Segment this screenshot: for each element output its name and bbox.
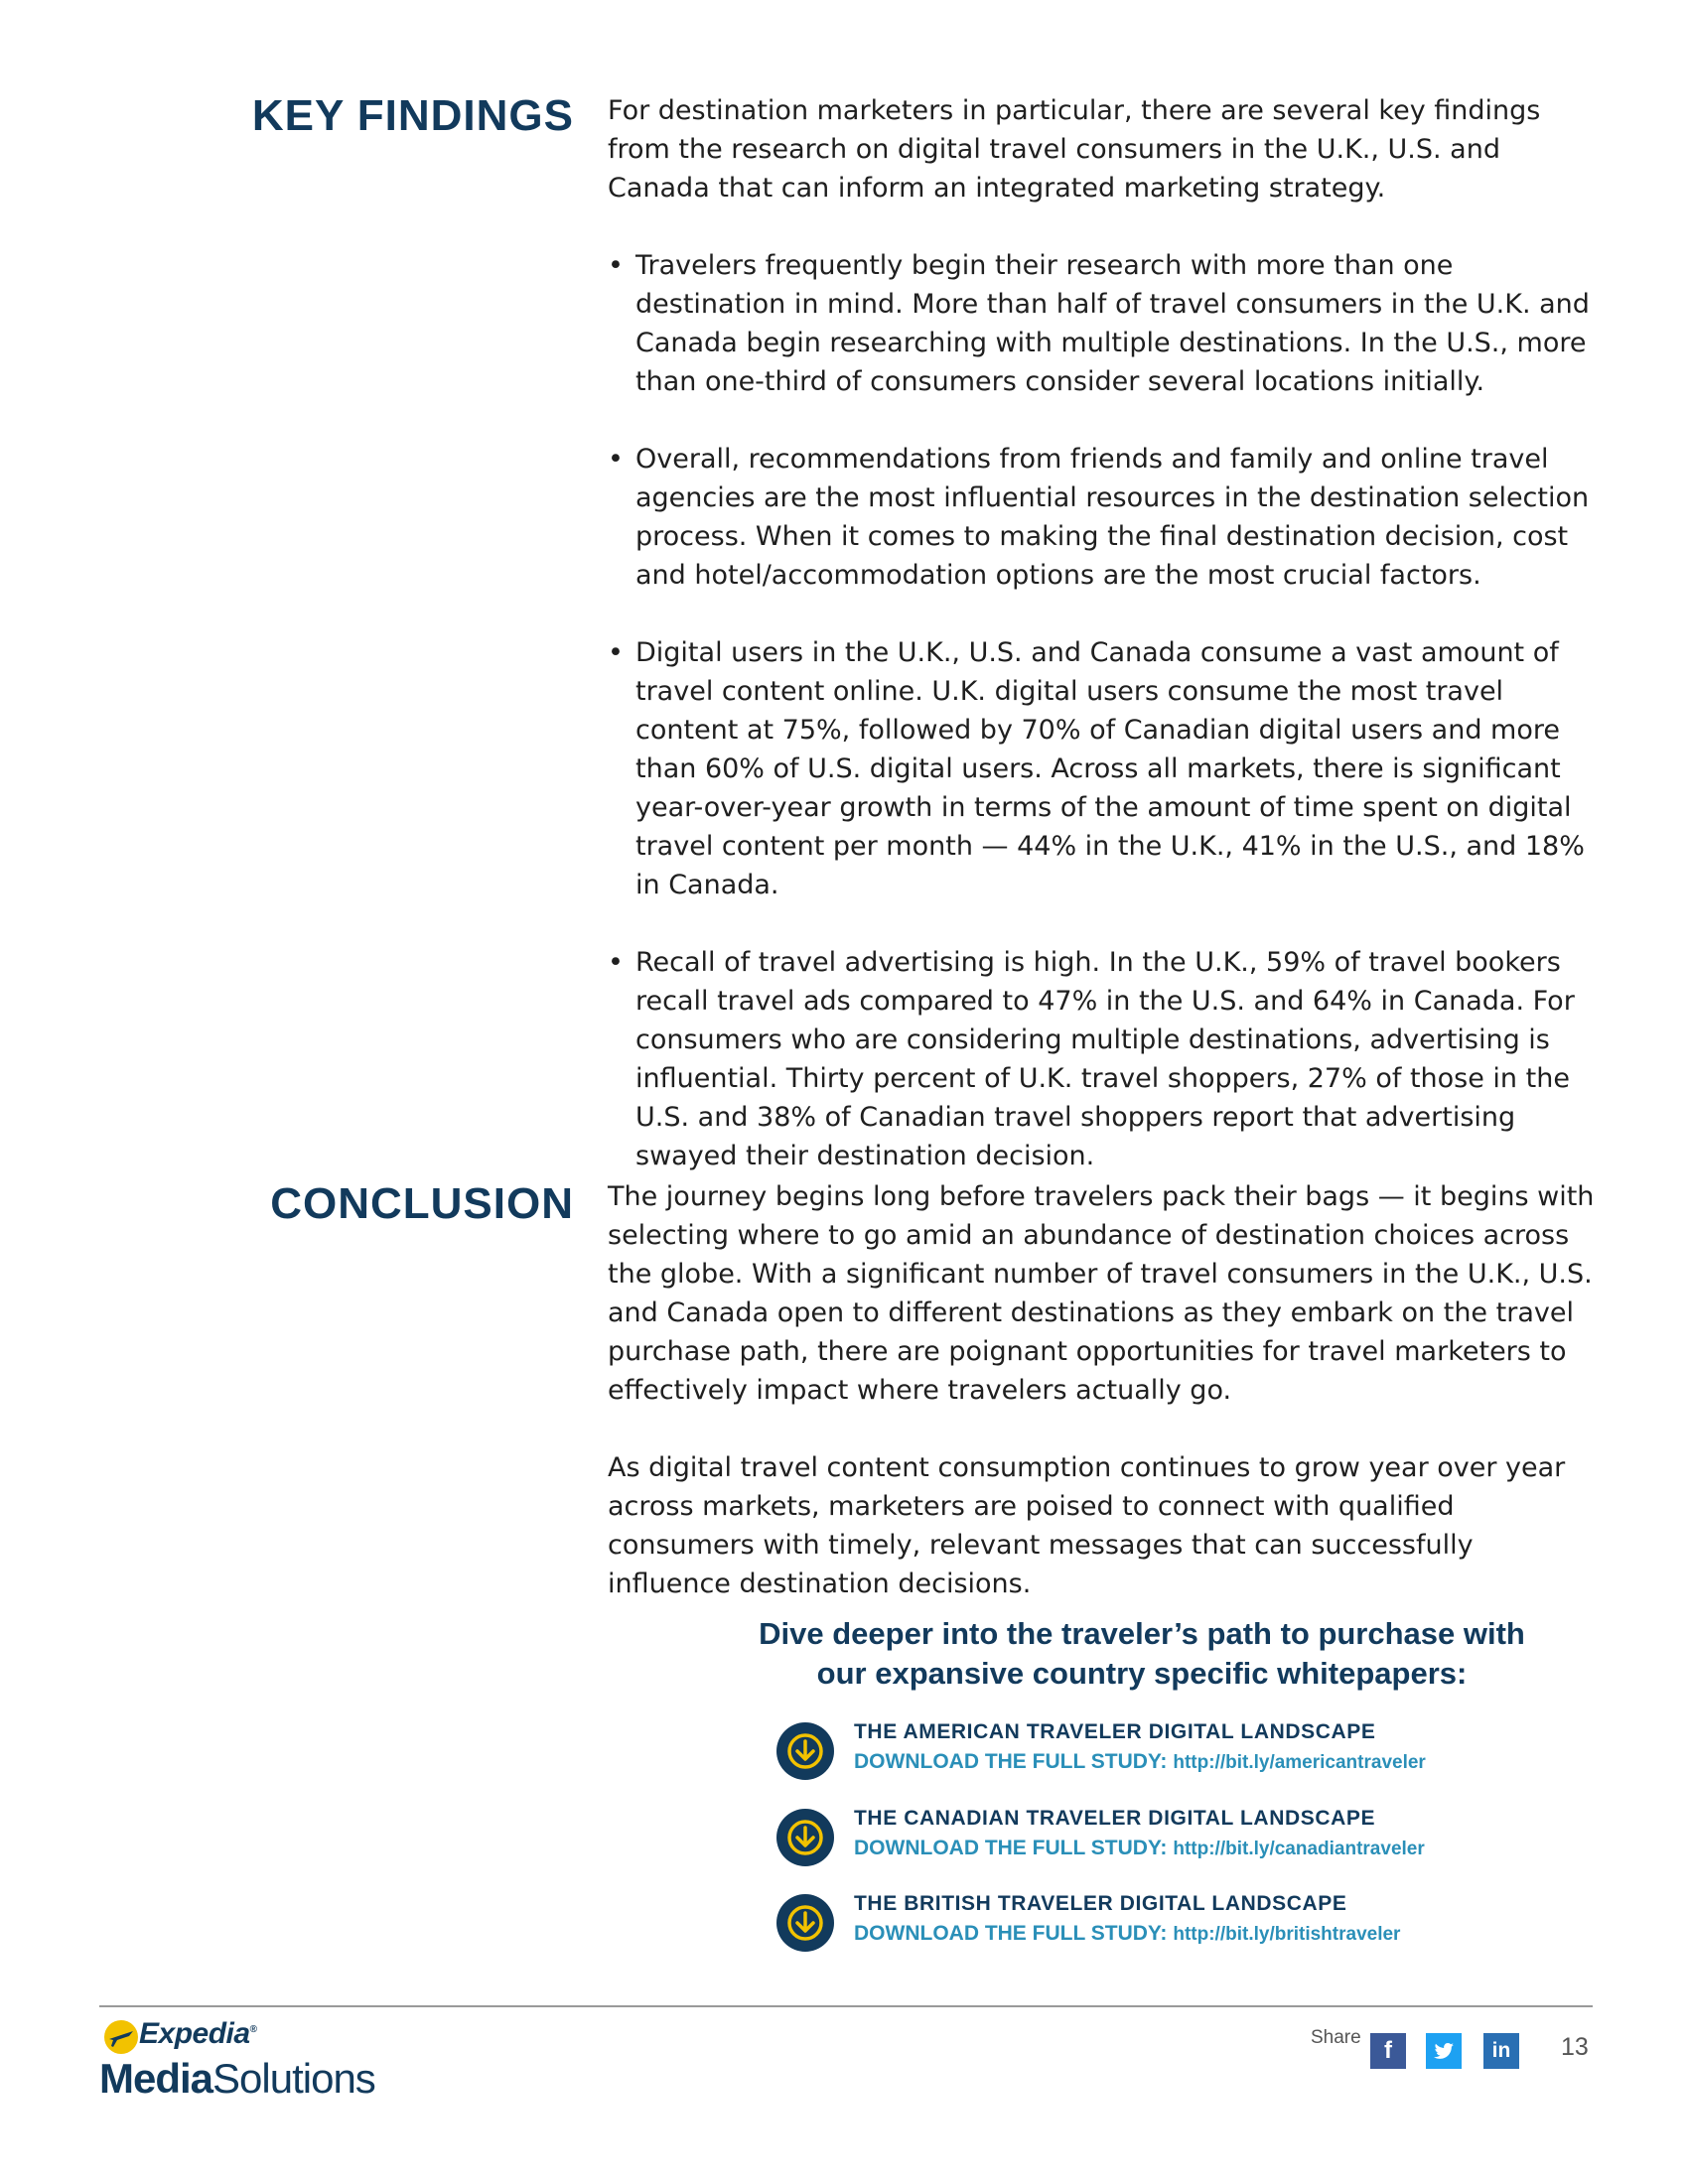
conclusion-heading: CONCLUSION <box>270 1179 574 1228</box>
study-cta: DOWNLOAD THE FULL STUDY: <box>854 1750 1168 1773</box>
promo-title-line: Dive deeper into the traveler’s path to purchase with <box>759 1616 1525 1651</box>
study-title: THE CANADIAN TRAVELER DIGITAL LANDSCAPE <box>854 1807 1376 1830</box>
study-canadian <box>776 1807 1531 1872</box>
key-findings-heading: KEY FINDINGS <box>251 91 574 140</box>
promo-title <box>635 1614 1648 1694</box>
study-url[interactable]: http://bit.ly/americantraveler <box>1173 1752 1426 1773</box>
expedia-media-solutions-logo <box>99 2015 437 2105</box>
study-url[interactable]: http://bit.ly/canadiantraveler <box>1173 1839 1425 1859</box>
download-icon[interactable] <box>776 1722 834 1780</box>
conclusion-paragraph: The journey begins long before travelers pack their bags — it begins with selecting where to go amid an abundance of destination choices across the globe. With a significant number of travel consumers in the U.K., U.S. and Canada open to different destinations as they embark on the travel purchase path, there are poignant opportunities for travel marketers to effectively impact where travelers actually go. <box>608 1181 1595 1406</box>
twitter-icon <box>1432 2039 1456 2063</box>
study-cta: DOWNLOAD THE FULL STUDY: <box>854 1837 1168 1859</box>
study-american <box>776 1720 1531 1786</box>
logo-expedia-text: Expedia® <box>139 2017 257 2050</box>
facebook-share-button[interactable] <box>1370 2033 1406 2069</box>
study-british <box>776 1892 1531 1958</box>
twitter-share-button[interactable] <box>1426 2033 1462 2069</box>
share-label: Share <box>1311 2027 1361 2048</box>
plane-globe-icon <box>103 2019 139 2055</box>
key-findings-section <box>608 91 1601 1175</box>
study-download-link[interactable] <box>854 1750 1426 1774</box>
key-findings-list <box>608 246 1601 1175</box>
study-url[interactable]: http://bit.ly/britishtraveler <box>1173 1924 1401 1945</box>
facebook-icon: f <box>1384 2037 1392 2064</box>
logo-media-solutions-text: MediaSolutions <box>99 2055 375 2102</box>
download-icon[interactable] <box>776 1894 834 1952</box>
footer-divider <box>99 2005 1593 2007</box>
key-findings-intro: For destination marketers in particular, there are several key findings from the research on digital travel consumers in the U.K., U.S. and Canada that can inform an integrated marketing strategy. <box>608 95 1541 204</box>
page-number: 13 <box>1561 2033 1589 2061</box>
key-finding-item: • Travelers frequently begin their research with more than one destination in mind. More than half of travel consumers in the U.K. and Canada begin researching with multiple destinations. In the U.S., more than one-third of consumers consider several locations initially. <box>608 246 1601 401</box>
study-title: THE AMERICAN TRAVELER DIGITAL LANDSCAPE <box>854 1720 1376 1743</box>
key-finding-item: • Overall, recommendations from friends and family and online travel agencies are the most influential resources in the destination selection process. When it comes to making the final destination decision, cost and hotel/accommodation options are the most crucial factors. <box>608 440 1601 595</box>
conclusion-paragraph: As digital travel content consumption continues to grow year over year across markets, marketers are poised to connect with qualified consumers with timely, relevant messages that can successfully influence destination decisions. <box>608 1452 1566 1599</box>
key-finding-item: • Digital users in the U.K., U.S. and Canada consume a vast amount of travel content online. U.K. digital users consume the most travel content at 75%, followed by 70% of Canadian digital users and more than 60% of U.S. digital users. Across all markets, there is significant year-over-year growth in terms of the amount of time spent on digital travel content per month — 44% in the U.K., 41% in the U.S., and 18% in Canada. <box>608 633 1601 904</box>
conclusion-section <box>608 1177 1601 1603</box>
study-download-link[interactable] <box>854 1922 1400 1946</box>
promo-title-line: our expansive country specific whitepapers: <box>816 1656 1468 1691</box>
key-finding-item: • Recall of travel advertising is high. In the U.K., 59% of travel bookers recall travel ads compared to 47% in the U.S. and 64% in Canada. For consumers who are considering multiple destinations, advertising is influential. Thirty percent of U.K. travel shoppers, 27% of those in the U.S. and 38% of Canadian travel shoppers report that advertising swayed their destination decision. <box>608 943 1601 1175</box>
download-icon[interactable] <box>776 1809 834 1866</box>
linkedin-icon: in <box>1491 2039 1511 2062</box>
study-cta: DOWNLOAD THE FULL STUDY: <box>854 1922 1168 1945</box>
study-title: THE BRITISH TRAVELER DIGITAL LANDSCAPE <box>854 1892 1347 1915</box>
study-download-link[interactable] <box>854 1837 1425 1860</box>
linkedin-share-button[interactable] <box>1483 2033 1519 2069</box>
